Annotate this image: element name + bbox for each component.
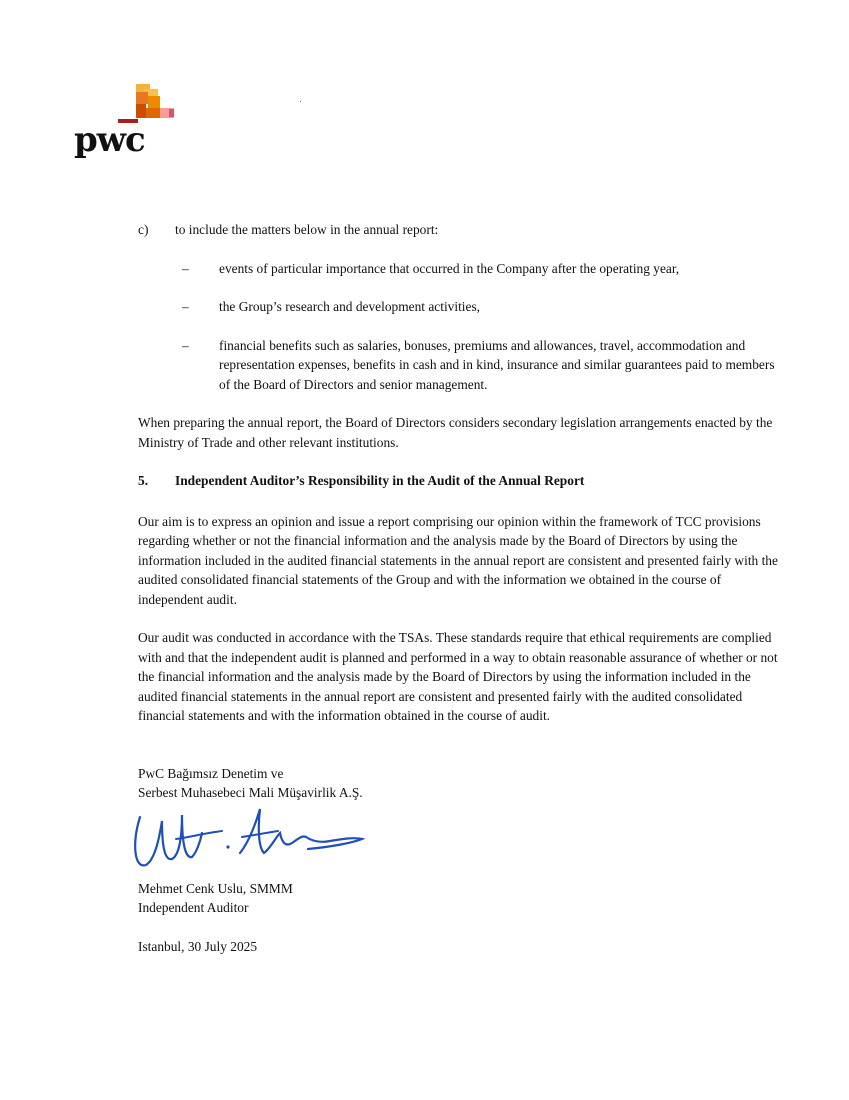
auditor-role: Independent Auditor (138, 900, 249, 915)
document-body (138, 220, 788, 956)
list-item-text: to include the matters below in the annual report: (175, 222, 439, 237)
section-title: Independent Auditor’s Responsibility in the Audit of the Annual Report (175, 473, 585, 488)
paragraph-aim: Our aim is to express an opinion and issue a report comprising our opinion within the framework of TCC provisions regarding whether or not the financial information and the analysis made by the Board of Directors by using the information included in the audited financial statements in the annual report are consistent and presented fairly with the audited consolidated financial statements of the Group and with the information we obtained in the course of independent audit. (138, 513, 778, 607)
board-paragraph: When preparing the annual report, the Board of Directors considers secondary legislation arrangements enacted by the Ministry of Trade and other relevant institutions. (138, 415, 773, 450)
place-date: Istanbul, 30 July 2025 (138, 938, 258, 954)
handwritten-signature (130, 803, 370, 875)
firm-name-line1: PwC Bağımsız Denetim ve (138, 765, 284, 781)
bullet-item (138, 259, 788, 279)
pwc-logo (74, 84, 184, 164)
section-number: 5. (138, 473, 149, 488)
paragraph-audit: Our audit was conducted in accordance with the TSAs. These standards require that ethical requirements are complied with and that the independent audit is planned and performed in a way to obtain reasonable assurance of whether or not the financial information and the analysis made by the Board of Directors by using the information included in the audited financial statements in the annual report are consistent and presented fairly with the audited consolidated financial statements and with the information obtained in the course of audit. (138, 630, 778, 723)
list-marker: c) (138, 222, 149, 237)
pwc-wordmark: pwc (74, 120, 145, 160)
list-item-c (138, 220, 788, 240)
section-heading (138, 471, 788, 491)
bullet-text: the Group’s research and development activities, (219, 299, 481, 314)
bullet-dash: – (182, 260, 189, 276)
firm-name-line2: Serbest Muhasebeci Mali Müşavirlik A.Ş. (138, 785, 363, 800)
bullet-dash: – (182, 299, 189, 314)
bullet-item (138, 297, 788, 317)
auditor-name: Mehmet Cenk Uslu, SMMM (138, 880, 293, 896)
bullet-text: financial benefits such as salaries, bonuses, premiums and allowances, travel, accommodation and representation expenses, benefits in cash and in kind, insurance and similar guarantees paid to members of the Board of Directors and senior management. (219, 337, 775, 392)
signature-block (138, 764, 788, 957)
bullet-dash: – (182, 337, 189, 353)
bullet-item (138, 336, 788, 395)
stray-dot (300, 101, 301, 102)
pwc-logo-blocks (74, 84, 184, 124)
bullet-text: events of particular importance that occurred in the Company after the operating year, (219, 260, 680, 276)
